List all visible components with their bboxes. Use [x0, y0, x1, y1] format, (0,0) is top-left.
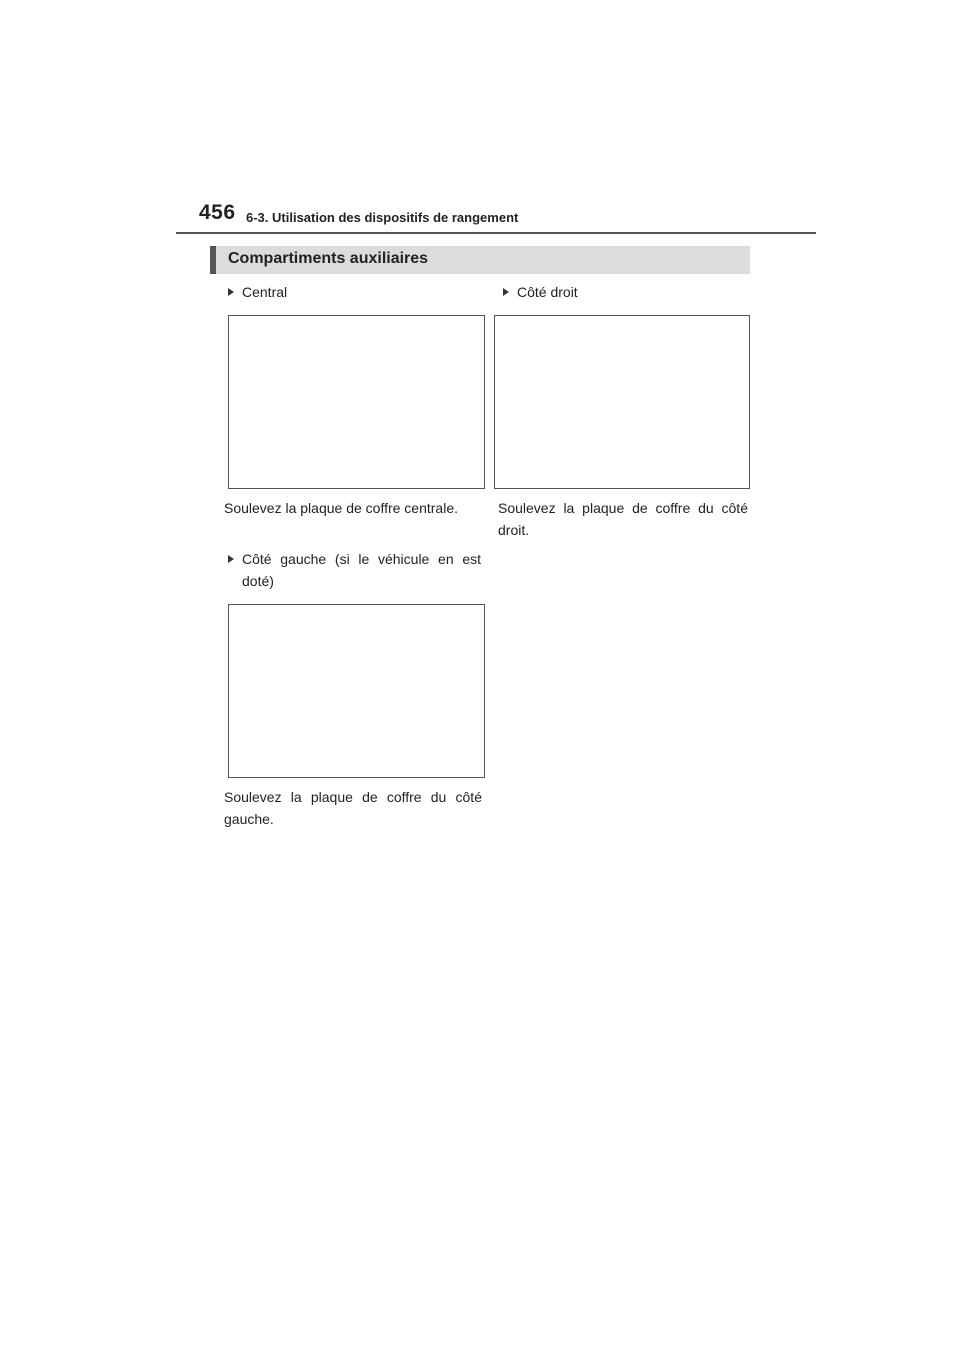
page-number: 456 [199, 201, 236, 224]
bullet-label-left: Côté gauche (si le véhicule en est doté) [242, 551, 481, 589]
triangle-bullet-icon [503, 288, 509, 296]
section-header [210, 246, 750, 274]
caption-right: Soulevez la plaque de coffre du côté droit. [498, 500, 748, 538]
header-rule [176, 232, 816, 234]
figure-central [228, 315, 485, 489]
bullet-central [228, 281, 484, 303]
triangle-bullet-icon [228, 555, 234, 563]
bullet-label-right: Côté droit [517, 284, 578, 300]
section-title: Compartiments auxiliaires [228, 250, 429, 267]
caption-left: Soulevez la plaque de coffre du côté gauche. [224, 789, 482, 827]
chapter-title: 6-3. Utilisation des dispositifs de rangement [246, 210, 519, 225]
bullet-label-central: Central [242, 284, 288, 300]
bullet-right [503, 281, 750, 303]
bullet-left [228, 548, 481, 592]
caption-central: Soulevez la plaque de coffre centrale. [224, 500, 459, 516]
figure-right [494, 315, 750, 489]
triangle-bullet-icon [228, 288, 234, 296]
figure-left [228, 604, 485, 778]
